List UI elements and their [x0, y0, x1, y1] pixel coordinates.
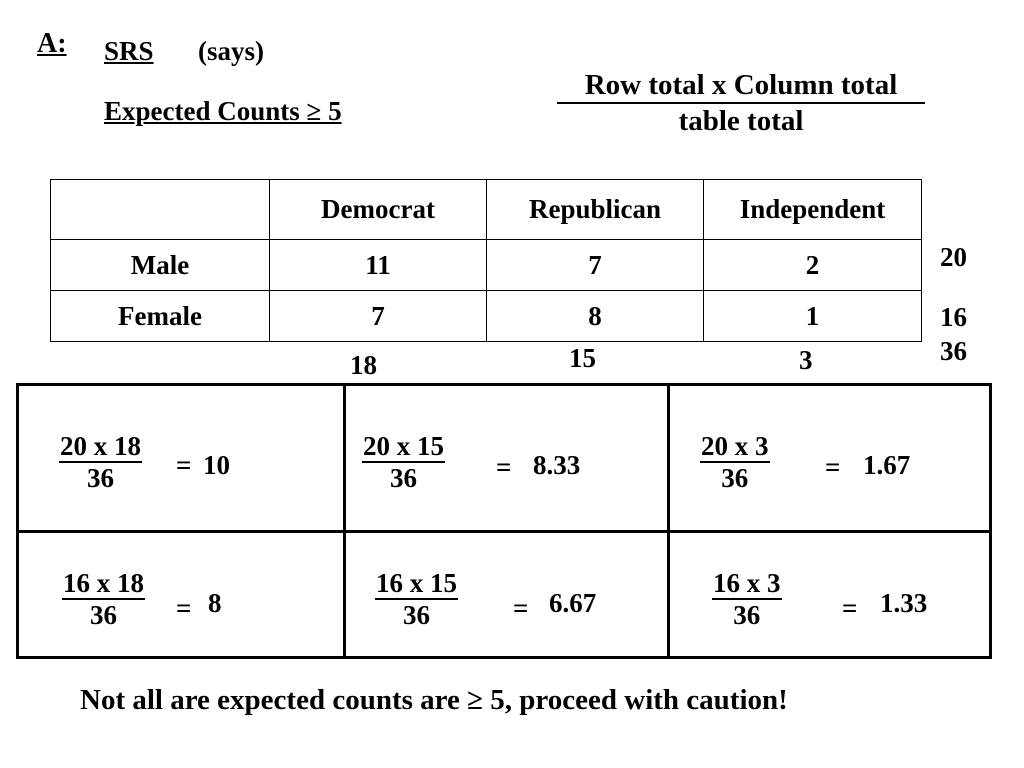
equals-sign: = — [842, 593, 858, 623]
expected-fraction — [700, 431, 770, 493]
column-total-democrat: 18 — [350, 350, 377, 380]
table-cell: 7 — [487, 240, 704, 291]
fraction-denominator: 36 — [90, 600, 117, 631]
column-header-democrat: Democrat — [270, 180, 487, 240]
fraction-denominator: 36 — [721, 463, 749, 494]
conclusion-text: Not all are expected counts are ≥ 5, proceed with caution! — [80, 684, 788, 716]
table-row-female — [51, 291, 922, 342]
expected-result: 8.33 — [533, 450, 581, 480]
expected-fraction — [375, 568, 458, 630]
table-cell: 1 — [704, 291, 922, 342]
equals-sign: = — [496, 452, 512, 482]
expected-result: 1.33 — [880, 588, 928, 618]
column-header-independent: Independent — [704, 180, 922, 240]
expected-cell — [667, 386, 989, 530]
table-row-male — [51, 240, 922, 291]
expected-cell — [667, 530, 989, 656]
equals-sign: = — [825, 452, 841, 482]
srs-label: SRS — [104, 36, 154, 66]
expected-count-formula — [557, 70, 925, 136]
fraction-numerator: 16 x 18 — [62, 568, 145, 600]
expected-fraction — [59, 431, 142, 493]
fraction-denominator: 36 — [87, 463, 114, 494]
grand-total: 36 — [940, 336, 967, 366]
expected-cell — [343, 530, 667, 656]
expected-fraction — [62, 568, 145, 630]
column-total-republican: 15 — [569, 343, 596, 373]
column-header-republican: Republican — [487, 180, 704, 240]
row-total-male: 20 — [940, 242, 967, 272]
expected-result: 10 — [203, 450, 230, 480]
fraction-numerator: 16 x 15 — [375, 568, 458, 600]
fraction-numerator: 20 x 18 — [59, 431, 142, 463]
answer-label: A: — [37, 28, 67, 59]
expected-fraction — [712, 568, 782, 630]
contingency-table — [50, 179, 922, 342]
expected-result: 6.67 — [549, 588, 597, 618]
fraction-denominator: 36 — [733, 600, 761, 631]
table-cell: 2 — [704, 240, 922, 291]
fraction-numerator: 20 x 15 — [362, 431, 445, 463]
row-total-female: 16 — [940, 302, 967, 332]
equals-sign: = — [513, 593, 529, 623]
table-cell: 7 — [270, 291, 487, 342]
column-total-independent: 3 — [799, 345, 813, 375]
fraction-numerator: 16 x 3 — [712, 568, 782, 600]
table-corner-cell — [51, 180, 270, 240]
expected-cell — [19, 530, 343, 656]
equals-sign: = — [176, 593, 192, 623]
fraction-denominator: 36 — [390, 463, 417, 494]
table-cell: 8 — [487, 291, 704, 342]
formula-numerator: Row total x Column total — [557, 70, 925, 104]
row-label-female: Female — [51, 291, 270, 342]
says-label: (says) — [198, 36, 264, 66]
expected-fraction — [362, 431, 445, 493]
table-header-row — [51, 180, 922, 240]
fraction-denominator: 36 — [403, 600, 430, 631]
equals-sign: = — [176, 450, 192, 480]
fraction-numerator: 20 x 3 — [700, 431, 770, 463]
expected-result: 8 — [208, 588, 222, 618]
table-cell: 11 — [270, 240, 487, 291]
expected-cell — [19, 386, 343, 530]
expected-counts-grid — [16, 383, 992, 659]
expected-cell — [343, 386, 667, 530]
expected-counts-condition: Expected Counts ≥ 5 — [104, 96, 342, 126]
row-label-male: Male — [51, 240, 270, 291]
expected-result: 1.67 — [863, 450, 911, 480]
formula-denominator: table total — [678, 105, 804, 138]
